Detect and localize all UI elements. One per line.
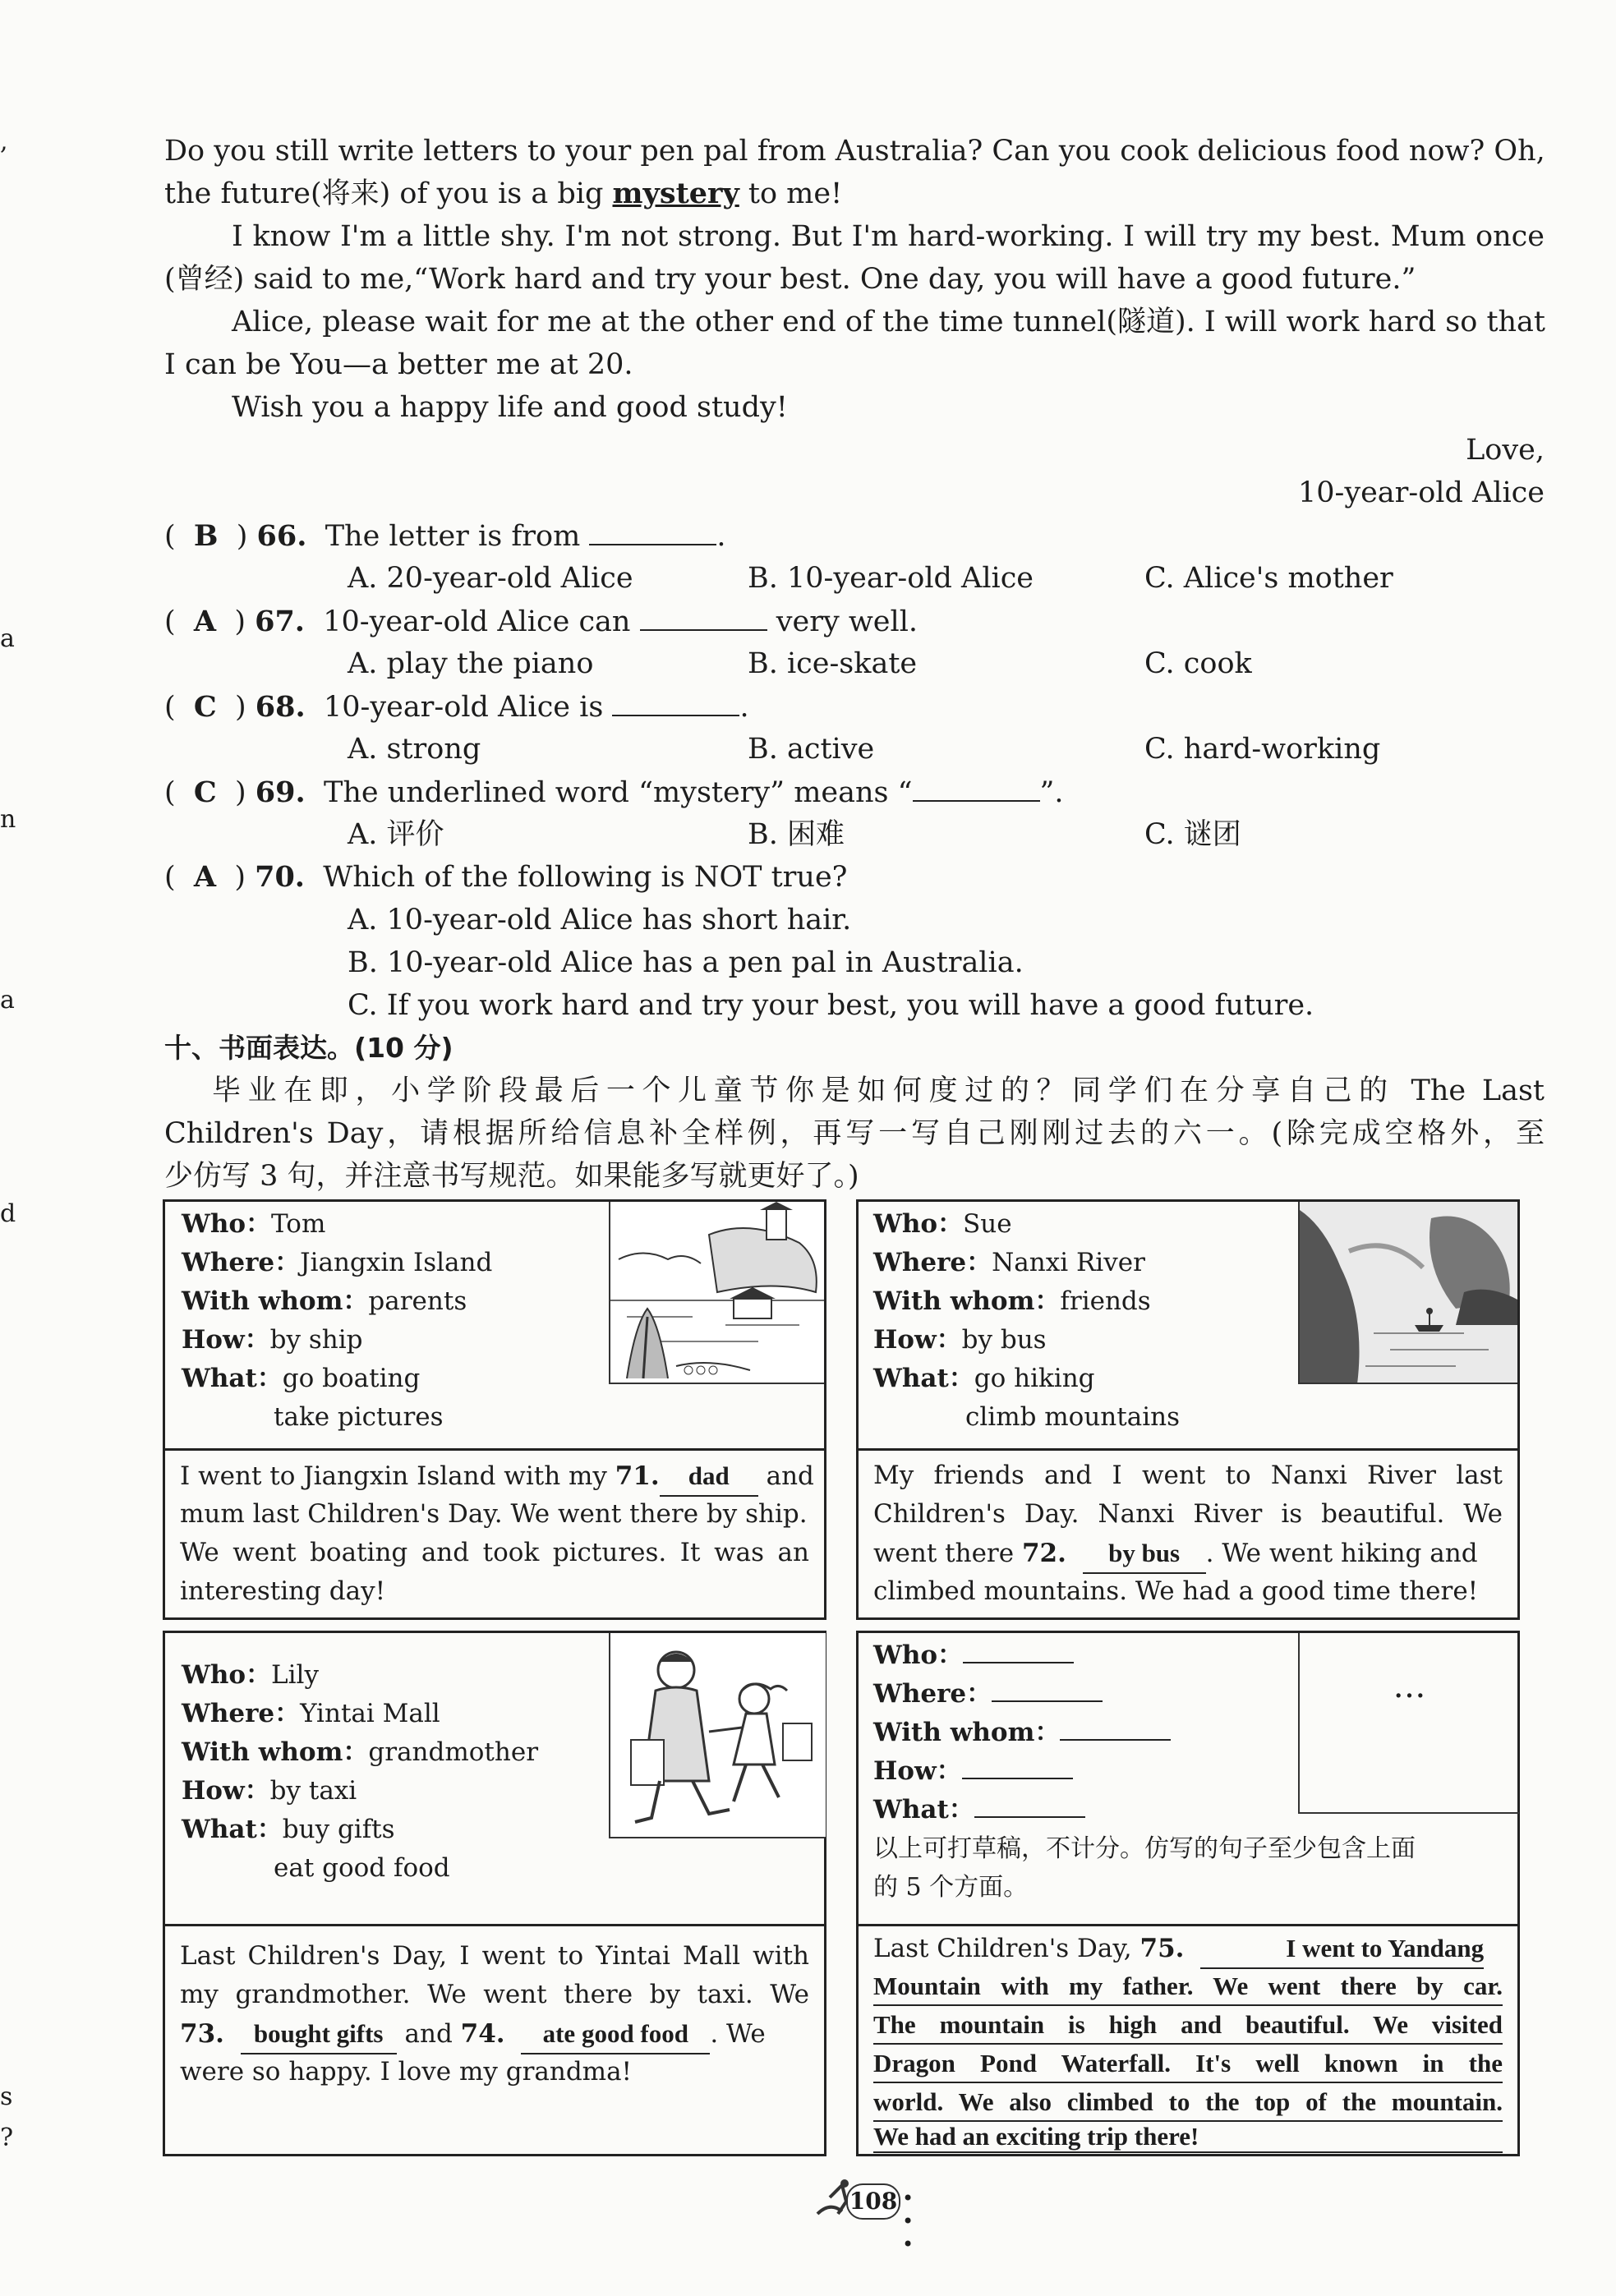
info-with: With whom：friends — [873, 1286, 1151, 1316]
option[interactable]: C. cook — [1144, 647, 1252, 680]
answer-73[interactable]: bought gifts — [241, 2014, 397, 2054]
answer-71[interactable]: dad — [660, 1456, 758, 1497]
paragraph: interesting day! — [180, 1576, 386, 1606]
paragraph: climbed mountains. We had a good time there! — [873, 1576, 1479, 1606]
info-with[interactable]: With whom： — [873, 1714, 1171, 1752]
option[interactable]: B. 10-year-old Alice — [748, 562, 1034, 595]
passage-line: Do you still write letters to your pen pal from Australia? Can you cook delicious food now? Oh, — [164, 135, 1545, 168]
answer-75-line[interactable]: world. We also climbed to the top of the mountain. — [873, 2083, 1503, 2122]
shopping-picture — [609, 1633, 826, 1838]
passage-line: (曾经) said to me,“Work hard and try your best. One day, you will have a good future.” — [164, 263, 1416, 296]
margin-mark: , — [0, 127, 8, 156]
passage-line: Alice, please wait for me at the other end of the time tunnel(隧道). I will work hard so that — [232, 306, 1545, 338]
passage-line: the future(将来) of you is a big mystery to me! — [164, 177, 843, 210]
paragraph: Children's Day. Nanxi River is beautiful. We — [873, 1499, 1503, 1529]
info-how: How：by bus — [873, 1325, 1047, 1355]
info-who: Who：Sue — [873, 1209, 1012, 1239]
answer-75[interactable]: I went to Yandang — [1200, 1929, 1484, 1969]
closing: Love, — [1466, 434, 1545, 467]
answer[interactable]: B — [193, 519, 219, 553]
paragraph: My friends and I went to Nanxi River last — [873, 1461, 1503, 1490]
draft-note: 的 5 个方面。 — [873, 1873, 1029, 1902]
info-who[interactable]: Who： — [873, 1636, 1074, 1675]
question-68: ( C ) 68. 10-year-old Alice is . — [164, 685, 749, 729]
card-tom — [163, 1199, 826, 1620]
paragraph: my grandmother. We went there by taxi. We — [180, 1980, 809, 2009]
answer-72[interactable]: by bus — [1083, 1534, 1206, 1574]
card-lily — [163, 1631, 826, 2156]
answer[interactable]: A — [193, 860, 217, 894]
info-what: What：go boating — [182, 1364, 421, 1393]
info-what-2: eat good food — [274, 1853, 450, 1883]
info-where: Where：Jiangxin Island — [182, 1248, 493, 1277]
paragraph: 73. bought gifts and 74. ate good food . We — [180, 2014, 766, 2054]
margin-mark: a — [0, 986, 15, 1015]
answer-75-line[interactable]: Dragon Pond Waterfall. It's well known in the — [873, 2045, 1503, 2083]
answer-75-line[interactable]: Mountain with my father. We went there by car. — [873, 1967, 1503, 2006]
option[interactable]: A. 20-year-old Alice — [348, 562, 633, 595]
option[interactable]: A. strong — [348, 733, 481, 766]
option[interactable]: B. active — [748, 733, 875, 766]
margin-mark: s — [0, 2082, 13, 2111]
mystery-word: mystery — [612, 177, 739, 210]
info-with: With whom：parents — [182, 1286, 467, 1316]
answer-75-line[interactable]: The mountain is high and beautiful. We visited — [873, 2006, 1503, 2045]
info-with: With whom：grandmother — [182, 1737, 539, 1767]
margin-mark: n — [0, 805, 16, 834]
river-picture — [1298, 1202, 1517, 1384]
signature: 10-year-old Alice — [1297, 476, 1545, 509]
draft-note: 以上可打草稿，不计分。仿写的句子至少包含上面 — [873, 1834, 1416, 1863]
option[interactable]: C. If you work hard and try your best, you will have a good future. — [348, 989, 1314, 1022]
info-who: Who：Lily — [182, 1660, 319, 1690]
option[interactable]: C. 谜团 — [1144, 818, 1241, 851]
option[interactable]: A. play the piano — [348, 647, 594, 680]
info-what: What：buy gifts — [182, 1815, 395, 1844]
passage-line: Wish you a happy life and good study! — [232, 391, 788, 424]
paragraph: I went to Jiangxin Island with my 71. dad and — [180, 1456, 809, 1497]
paragraph: Last Children's Day, I went to Yintai Mall with — [180, 1941, 809, 1971]
option[interactable]: C. Alice's mother — [1144, 562, 1393, 595]
info-how: How：by ship — [182, 1325, 363, 1355]
info-how[interactable]: How： — [873, 1752, 1073, 1791]
option[interactable]: A. 10-year-old Alice has short hair. — [348, 904, 852, 936]
question-69: ( C ) 69. The underlined word “mystery” means “ ”. — [164, 771, 1064, 814]
paragraph: mum last Children's Day. We went there by ship. — [180, 1499, 808, 1529]
answer[interactable]: A — [193, 605, 217, 638]
question-67: ( A ) 67. 10-year-old Alice can very well. — [164, 600, 918, 643]
info-what-2: climb mountains — [965, 1402, 1181, 1432]
passage-line: I know I'm a little shy. I'm not strong. But I'm hard-working. I will try my best. Mum once — [232, 220, 1545, 253]
paragraph: Last Children's Day, 75. I went to Yandang — [873, 1929, 1484, 1969]
question-66: ( B ) 66. The letter is from . — [164, 514, 726, 558]
option[interactable]: B. 困难 — [748, 818, 845, 851]
card-sue — [856, 1199, 1520, 1620]
passage-line: I can be You—a better me at 20. — [164, 348, 633, 381]
info-where: Where：Nanxi River — [873, 1248, 1145, 1277]
paragraph: went there 72. by bus . We went hiking and — [873, 1534, 1478, 1574]
info-what-2: take pictures — [274, 1402, 444, 1432]
question-70: ( A ) 70. Which of the following is NOT true? — [164, 860, 848, 894]
option[interactable]: A. 评价 — [348, 818, 444, 851]
option[interactable]: B. ice-skate — [748, 647, 918, 680]
answer[interactable]: C — [193, 775, 217, 809]
page-number: 108 — [846, 2183, 900, 2220]
paragraph: We went boating and took pictures. It was an — [180, 1538, 809, 1567]
paragraph: were so happy. I love my grandma! — [180, 2057, 633, 2087]
info-what[interactable]: What： — [873, 1791, 1085, 1829]
instructions: Children's Day，请根据所给信息补全样例，再写一写自己刚刚过去的六一。(除完成空格外，至 — [164, 1117, 1545, 1150]
info-who: Who：Tom — [182, 1209, 326, 1239]
info-what: What：go hiking — [873, 1364, 1095, 1393]
option[interactable]: C. hard-working — [1144, 733, 1381, 766]
info-how: How：by taxi — [182, 1776, 357, 1806]
page-number-badge: 108 • • • — [830, 2177, 928, 2226]
picture-placeholder: … — [1298, 1633, 1519, 1814]
instructions: 少仿写 3 句，并注意书写规范。如果能多写就更好了。) — [164, 1160, 859, 1193]
answer-74[interactable]: ate good food — [521, 2014, 710, 2054]
info-where: Where：Yintai Mall — [182, 1699, 440, 1728]
answer[interactable]: C — [193, 690, 217, 724]
answer-75-line[interactable]: We had an exciting trip there! — [873, 2122, 1503, 2153]
instructions: 毕业在即，小学阶段最后一个儿童节你是如何度过的？同学们在分享自己的 The Last — [212, 1074, 1545, 1107]
info-where[interactable]: Where： — [873, 1675, 1103, 1714]
section-heading: 十、书面表达。(10 分) — [164, 1032, 453, 1064]
island-picture — [609, 1202, 824, 1384]
card-mine — [856, 1631, 1520, 2156]
margin-mark: a — [0, 624, 15, 653]
margin-mark: ? — [0, 2123, 14, 2152]
margin-mark: d — [0, 1199, 16, 1228]
option[interactable]: B. 10-year-old Alice has a pen pal in Australia. — [348, 946, 1024, 979]
